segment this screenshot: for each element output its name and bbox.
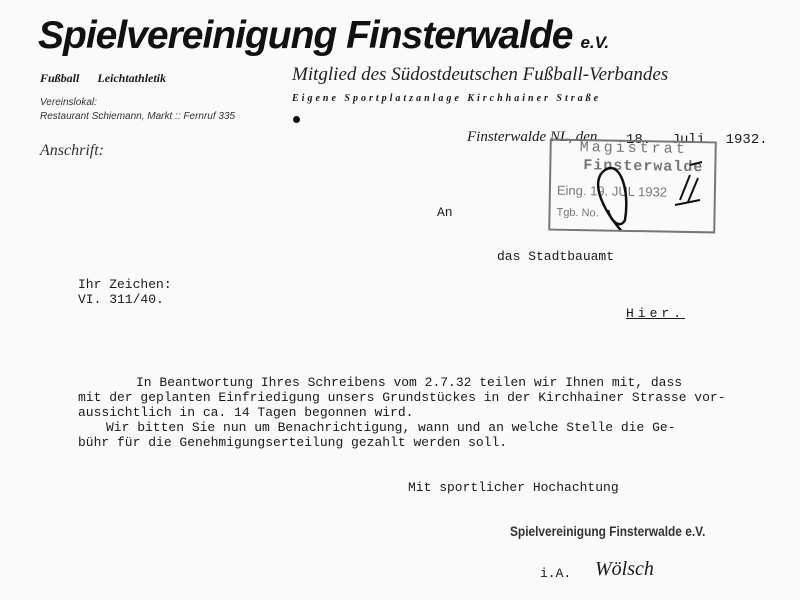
- handwritten-marks: [580, 150, 730, 230]
- membership: Mitglied des Südostdeutschen Fußball-Verbandes: [292, 64, 669, 85]
- body-line: aussichtlich in ca. 14 Tagen begonnen wird.: [78, 405, 414, 420]
- club-suffix: e.V.: [580, 33, 610, 52]
- body-line: In Beantwortung Ihres Schreibens vom 2.7.32 teilen wir Ihnen mit, dass: [136, 375, 683, 390]
- bullet-dot: [293, 116, 300, 123]
- letter-body: [78, 375, 726, 450]
- signature-handwritten: Wölsch: [595, 558, 654, 580]
- closing: Mit sportlicher Hochachtung: [408, 480, 619, 495]
- club-name: [38, 14, 609, 58]
- stamp-line2: Finsterwalde: [583, 157, 704, 177]
- sport-athletics: Leichtathletik: [97, 71, 167, 85]
- club-name-text: Spielvereinigung Finsterwalde: [38, 14, 573, 57]
- body-line: bühr für die Genehmigungserteilung gezahlt werden soll.: [78, 435, 508, 450]
- signature-ia: i.A.: [540, 566, 572, 581]
- venue-label: Vereinslokal:: [40, 97, 97, 108]
- recipient-name: das Stadtbauamt: [497, 249, 615, 264]
- dateline-date: 18. Juli 1932.: [626, 132, 768, 148]
- recipient-location: Hier.: [626, 306, 686, 321]
- address-label: Anschrift:: [40, 142, 104, 159]
- dateline-place: Finsterwalde NL, den: [467, 129, 598, 145]
- recipient-to: An: [437, 205, 453, 220]
- reference-value: VI. 311/40.: [78, 292, 164, 307]
- stamp-line1: Magistrat: [579, 139, 688, 158]
- signature-org-stamp: Spielvereinigung Finsterwalde e.V.: [510, 523, 706, 539]
- stamp-received: Eing. 19. JUL 1932: [556, 182, 668, 200]
- stamp-journal: Tgb. No.: [556, 206, 599, 220]
- body-line: mit der geplanten Einfriedigung unsers Grundstückes in der Kirchhainer Strasse vor-: [78, 390, 726, 405]
- sports-list: [40, 71, 184, 86]
- venue-address: Restaurant Schiemann, Markt :: Fernruf 335: [40, 111, 236, 122]
- sport-football: Fußball: [40, 71, 80, 85]
- ground: Eigene Sportplatzanlage Kirchhainer Straße: [292, 93, 602, 104]
- reference-label: Ihr Zeichen:: [78, 277, 172, 292]
- body-line: Wir bitten Sie nun um Benachrichtigung, wann und an welche Stelle die Ge-: [106, 420, 676, 435]
